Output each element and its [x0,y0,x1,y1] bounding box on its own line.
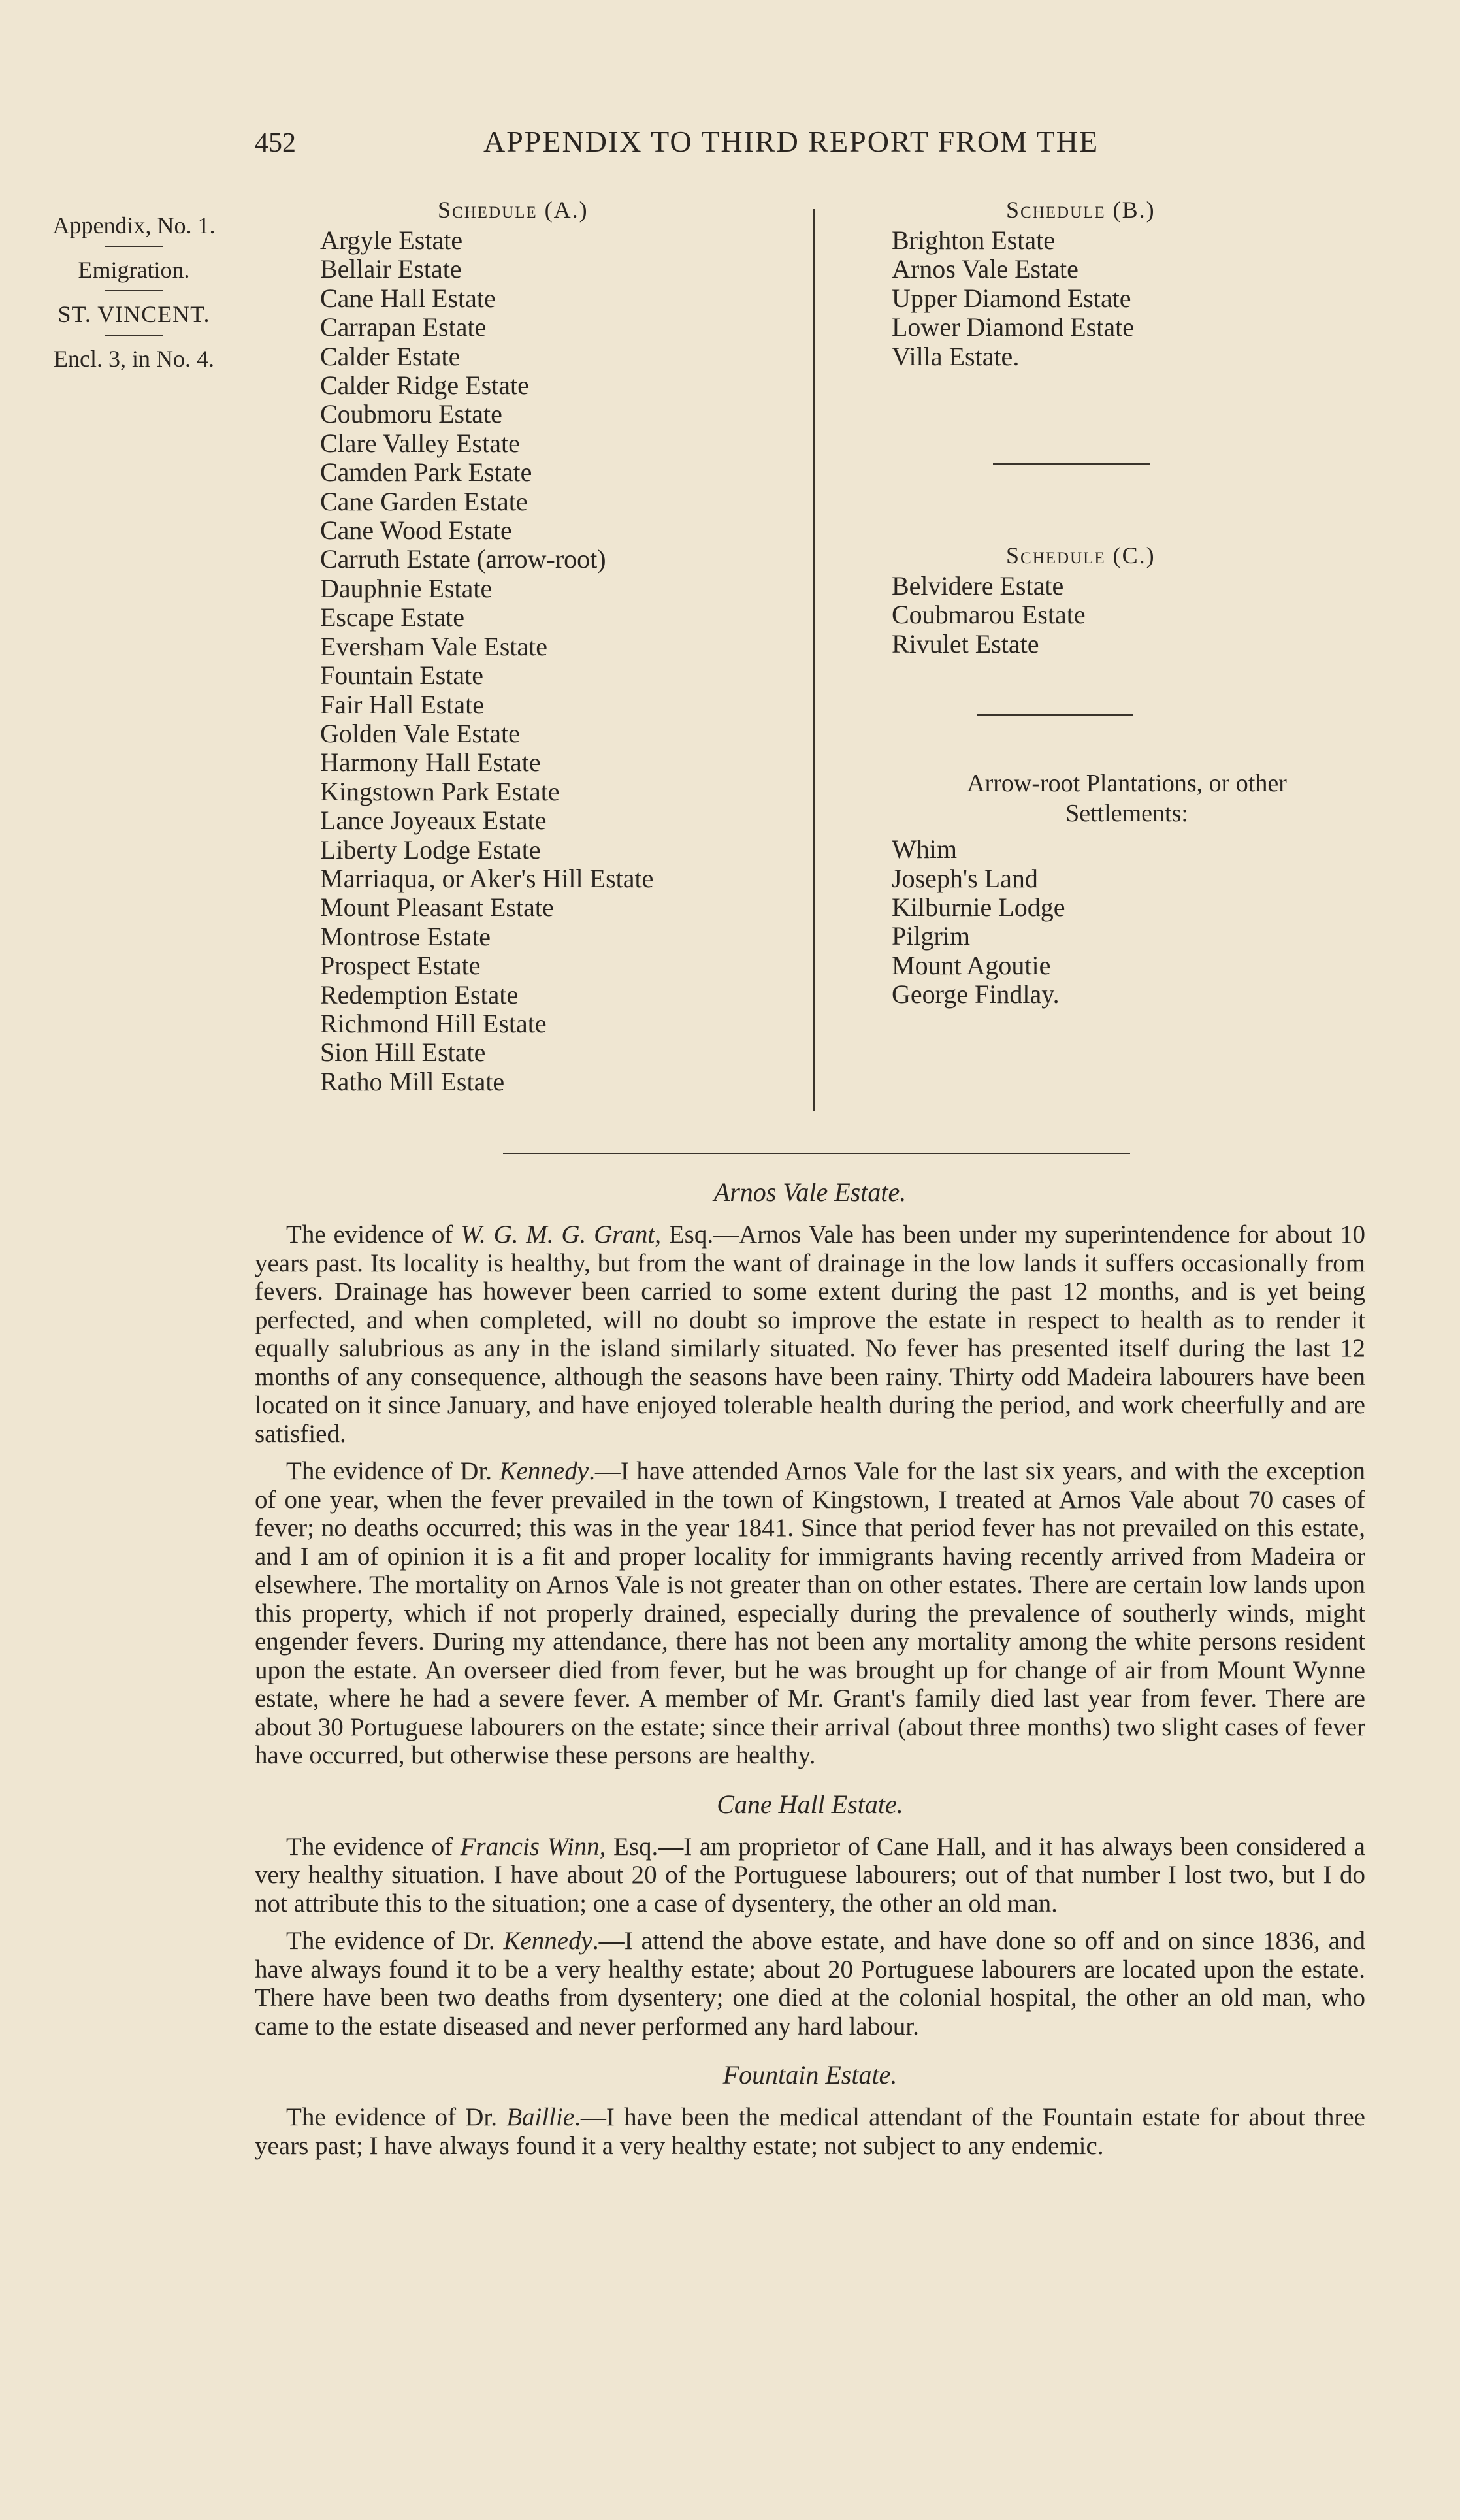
list-item: Eversham Vale Estate [320,631,548,661]
section-title: Cane Hall Estate. [717,1789,903,1819]
list-item: Harmony Hall Estate [320,747,541,777]
witness-name: Kennedy [499,1457,589,1485]
schedule-a-list [320,226,817,1096]
arrowroot-heading-line1: Arrow-root Plantations, or other [967,770,1287,798]
margin-note-colony: ST. VINCENT. [57,301,210,327]
para-text: .—I have attended Arnos Vale for the last six years, and with the exception of one year, when the fever prevailed in the town of Kingstown, I treated at Arnos Vale about 70 cases of fever; no deaths occurred; this was in the year 1841. Since that period fever has not prevailed on this estate, and I am of opinion it is a fit and proper locality for immigrants having recently arrived from Madeira or elsewhere. The mortality on Arnos Vale is not greater than on other estates. There are certain low lands upon this property, which if not properly drained, especially during the prevalence of southerly winds, might engender fevers. During my attendance, there has not been any mortality among the white persons resident upon the estate. An overseer died from fever, but he was brought up for change of air from Mount Wynne estate, where he had a severe fever. A member of Mr. Grant's family died last year from fever. There are about 30 Portuguese labourers on the estate; since their arrival (about three months) two slight cases of fever have occurred, but otherwise these persons are healthy. [255,1457,1365,1769]
evidence-paragraph [255,1220,1365,1448]
list-item: Richmond Hill Estate [320,1008,547,1038]
evidence-body [255,1176,1365,2178]
margin-note-enclosure: Encl. 3, in No. 4. [54,346,214,372]
list-item: Pilgrim [892,921,971,951]
evidence-paragraph [255,1457,1365,1770]
list-item: Villa Estate. [892,341,1020,371]
section-fountain [255,2059,1365,2160]
margin-divider [105,335,163,336]
list-item: Arnos Vale Estate [892,254,1079,284]
list-item: Camden Park Estate [320,457,532,487]
list-item: Carruth Estate (arrow-root) [320,544,606,574]
list-item: Belvidere Estate [892,571,1064,601]
list-item: Calder Ridge Estate [320,370,529,401]
list-item: Prospect Estate [320,951,481,981]
list-item: Rivulet Estate [892,629,1039,659]
list-item: Clare Valley Estate [320,428,520,458]
list-item: Fountain Estate [320,661,483,691]
list-item: Escape Estate [320,602,464,632]
list-item: Dauphnie Estate [320,573,493,603]
horizontal-rule [503,1153,1130,1154]
list-item: Cane Wood Estate [320,515,512,546]
evidence-paragraph [255,2103,1365,2160]
page-number: 452 [255,128,296,158]
list-item: Mount Pleasant Estate [320,892,554,923]
evidence-paragraph [255,1927,1365,2040]
list-item: George Findlay. [892,979,1060,1009]
para-lead: The evidence of Dr. [286,1457,500,1485]
arrowroot-heading-line2: Settlements: [1065,800,1188,828]
margin-divider [105,290,163,291]
schedule-a [320,196,817,1096]
para-lead: The evidence of Dr. [286,1927,504,1955]
list-item: Liberty Lodge Estate [320,834,541,864]
para-lead: The evidence of [286,1220,461,1249]
running-head: APPENDIX TO THIRD REPORT FROM THE [483,125,1099,158]
list-item: Kingstown Park Estate [320,776,560,806]
para-text: .—I have been the medical attendant of the Fountain estate for about three years past; I have always found it a very healthy estate; not subject to any endemic. [255,2103,1365,2160]
para-lead: The evidence of Dr. [286,2103,507,2131]
list-item: Cane Hall Estate [320,283,496,313]
list-item: Upper Diamond Estate [892,283,1131,313]
para-text: .—I attend the above estate, and have done so off and on since 1836, and have always found it to be a very healthy estate; about 20 Portuguese labourers are located upon the estate. There have been two deaths from dysentery; one died at the colonial hospital, the other an old man, who came to the estate diseased and never performed any hard labour. [255,1927,1365,2040]
list-item: Montrose Estate [320,921,491,951]
list-item: Whim [892,834,957,864]
list-item: Coubmarou Estate [892,600,1086,630]
section-arnos-vale [255,1176,1365,1770]
schedule-c-heading: Schedule (C.) [1006,542,1156,569]
margin-note-emigration: Emigration. [78,257,190,283]
list-item: Redemption Estate [320,979,519,1009]
list-item: Mount Agoutie [892,950,1051,980]
section-cane-hall [255,1788,1365,2041]
list-item: Marriaqua, or Aker's Hill Estate [320,863,654,893]
list-item: Joseph's Land [892,863,1038,893]
list-item: Brighton Estate [892,225,1055,255]
list-item: Lance Joyeaux Estate [320,806,547,836]
arrowroot-heading [892,768,1362,828]
list-item: Golden Vale Estate [320,718,520,748]
witness-name: Francis Winn [460,1832,600,1861]
para-text: , Esq.—I am proprietor of Cane Hall, and it has always been considered a very healthy situation. I have about 20 of the Portuguese labourers; out of that number I lost two, but I do not attribute this to the situation; one a case of dysentery, the other an old man. [255,1832,1365,1918]
list-item: Lower Diamond Estate [892,312,1134,342]
list-item: Cane Garden Estate [320,486,528,516]
section-title: Fountain Estate. [722,2060,898,2089]
column-divider [813,209,815,1111]
list-item: Coubmoru Estate [320,399,502,429]
schedule-b-column [892,196,1414,1009]
list-item: Ratho Mill Estate [320,1066,505,1096]
list-item: Argyle Estate [320,225,463,255]
para-text: , Esq.—Arnos Vale has been under my superintendence for about 10 years past. Its locality is healthy, but from the want of drainage in the low lands it suffers occasionally from fevers. Drainage has however been carried to some extent during the past 12 months, and is yet being perfected, and when completed, will no doubt so improve the estate in respect to health as to render it equally salubrious as any in the island similarly situated. No fever has presented itself during the last 12 months of any consequence, although the seasons have been rainy. Thirty odd Madeira labourers have been located on it since January, and have enjoyed tolerable health during the period, and work cheerfully and are satisfied. [255,1220,1366,1448]
evidence-paragraph [255,1833,1365,1918]
schedule-c-list [892,572,1414,659]
margin-notes [26,209,242,375]
section-title: Arnos Vale Estate. [713,1177,907,1207]
schedule-b-heading: Schedule (B.) [1006,197,1156,223]
list-item: Kilburnie Lodge [892,892,1065,923]
para-lead: The evidence of [286,1832,461,1861]
arrowroot-list [892,835,1414,1009]
margin-note-appendix: Appendix, No. 1. [52,212,216,238]
list-item: Bellair Estate [320,254,462,284]
schedule-a-heading: Schedule (A.) [438,197,589,223]
schedule-b-list [892,226,1414,371]
list-item: Fair Hall Estate [320,689,485,719]
witness-name: Baillie [506,2103,575,2131]
list-item: Sion Hill Estate [320,1038,486,1068]
list-item: Carrapan Estate [320,312,487,342]
margin-divider [105,246,163,247]
witness-name: Kennedy [503,1927,592,1955]
witness-name: W. G. M. G. Grant [461,1220,655,1249]
list-item: Calder Estate [320,341,461,371]
